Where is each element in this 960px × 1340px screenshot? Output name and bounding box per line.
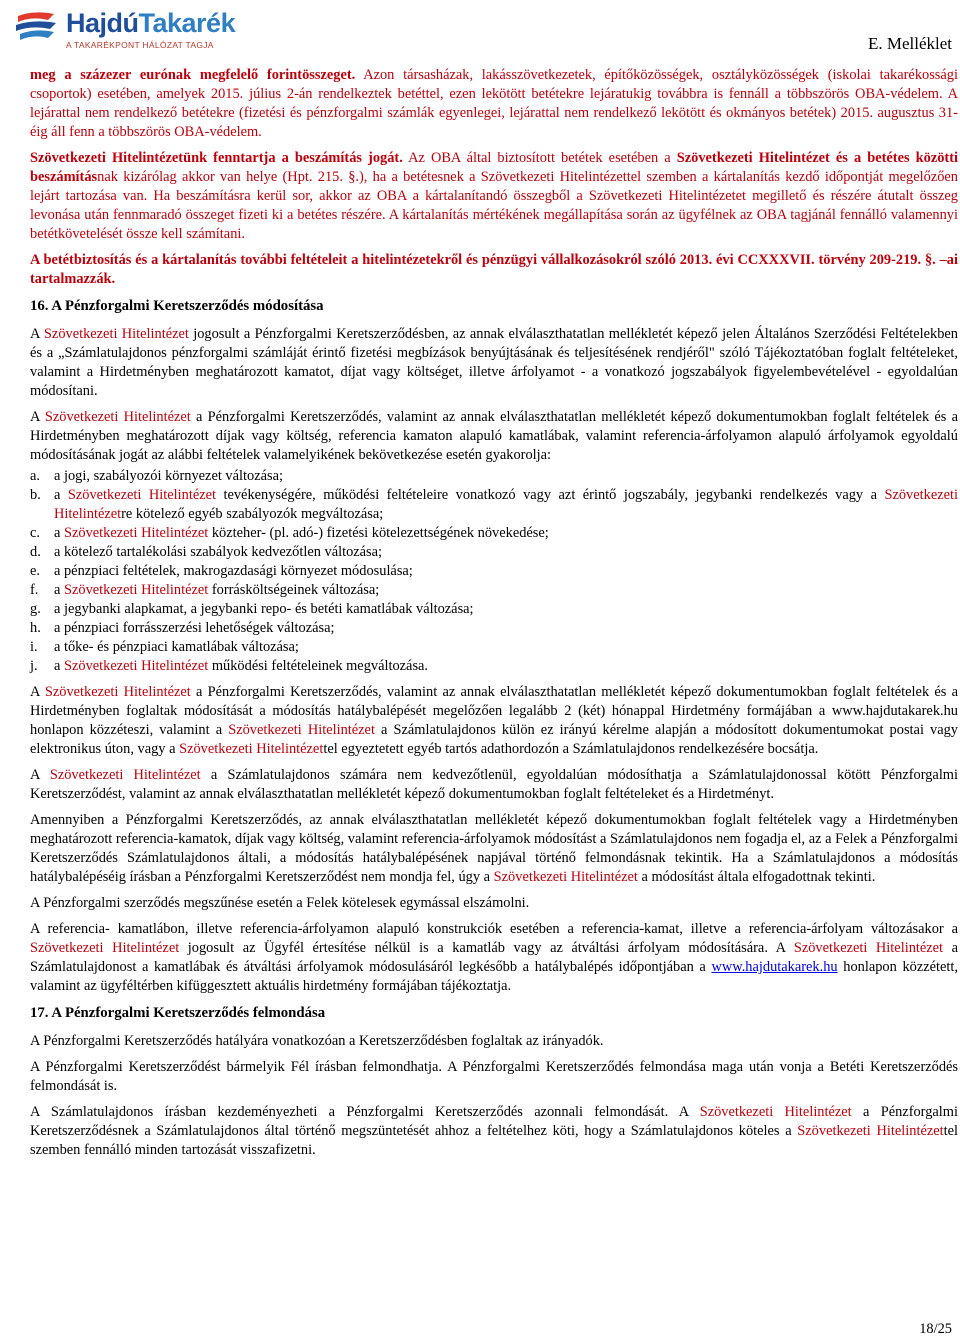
s16-paragraph-3: A Szövetkezeti Hitelintézet a Pénzforgalmi Keretszerződés, valamint az annak elválaszthatatlan mellékletét képező dokumentumokban foglalt feltételek és a Hirdetményben foglaltak módosítását a módosítás hatálybalépését megelőzően legalább 2 (két) hónappal Hirdetmény formájában a www.hajdutakarek.hu honlapon közzéteszi, valamint a Szövetkezeti Hitelintézet a Számlatulajdonos külön ez irányú kérelme alapján a módosított dokumentumokat postai vagy elektronikus úton, vagy a Szövetkezeti Hitelintézettel egyeztetett egyéb tartós adathordozón a Számlatulajdonos rendelkezésére bocsátja. [30, 684, 959, 757]
s16-paragraph-6: A Pénzforgalmi szerződés megszűnése esetén a Felek kötelesek egymással elszámolni. [30, 895, 530, 911]
s17-paragraph-3: A Számlatulajdonos írásban kezdeményezheti a Pénzforgalmi Keretszerződés azonnali felmondását. A Szövetkezeti Hitelintézet a Pénzforgalmi Keretszerződésnek a Számlatulajdonos által történő megszüntetését ahhoz a feltételhez köti, hogy a Számlatulajdonos köteles a Szövetkezeti Hitelintézettel szemben fennálló minden tartozását visszafizetni. [30, 1104, 958, 1158]
page-header [0, 0, 960, 66]
paragraph-oba-protection: meg a százezer eurónak megfelelő forintösszeget. Azon társasházak, lakásszövetkezetek, építőközösségek, osztályközösségek (iskolai takarékossági csoportok) esetében, amelyek 2015. július 2-án rendelkeztek betéttel, ezen lekötött betétekre lejáratukig továbbra is fennáll a többszörös OBA-védelem. A lejárattal nem rendelkező betétekre (fizetési és pénzforgalmi számlák egyenlegei, lejárattal nem rendelkező lekötött és okmányos betétek) 2015. augusztus 31-éig áll fenn a többszörös OBA-védelem. [30, 67, 958, 140]
section-16-title: 16. A Pénzforgalmi Keretszerződés módosítása [30, 298, 324, 314]
list-item: f. a Szövetkezeti Hitelintézet forrásköltségeinek változása; [30, 582, 380, 598]
paragraph-set-off: Szövetkezeti Hitelintézetünk fenntartja a beszámítás jogát. Az OBA által biztosított betétek esetében a Szövetkezeti Hitelintézet és a betétes közötti beszámításnak kizárólag akkor van helye (Hpt. 215. §.), ha a betétesnek a Szövetkezeti Hitelintézettel szemben a kártalanítás kezdő időpontját megelőzően lejárt tartozása van. Ha beszámításra kerül sor, akkor az OBA a kártalanítandó összegből a Szövetkezeti Hitelintézetet megillető és részére átutalt összeg levonása után fennmaradó összeget fizeti ki a betétes részére. A kártalanítás mértékének megállapítása során az ügyfélnek az OBA tagjánál fennálló valamennyi betétkövetelését össze kell számítani. [30, 150, 958, 242]
section-17-title: 17. A Pénzforgalmi Keretszerződés felmondása [30, 1005, 326, 1021]
s16-paragraph-1: A Szövetkezeti Hitelintézet jogosult a Pénzforgalmi Keretszerződésben, az annak elválaszthatatlan mellékletét képező jelen Általános Szerződési Feltételekben és a „Számlatulajdonos pénzforgalmi számláját érintő fizetési megbízások benyújtásának és teljesítésének rendjéről" szóló Tájékoztatóban foglalt feltételeket, valamint a Hirdetményben meghatározott kamatot, díjat vagy költséget, illetve árfolyamot - a vonatkozó jogszabályok figyelembevételével - egyoldalúan módosítani. [30, 326, 958, 399]
page-number: 18/25 [919, 1321, 952, 1337]
website-link[interactable]: www.hajdutakarek.hu [711, 959, 838, 975]
list-item: i. a tőke- és pénzpiaci kamatlábak változása; [30, 639, 299, 655]
s17-paragraph-2: A Pénzforgalmi Keretszerződést bármelyik Fél írásban felmondhatja. A Pénzforgalmi Keretszerződés felmondása maga után vonja a Betéti Keretszerződés felmondását is. [30, 1059, 958, 1094]
document-body [30, 66, 958, 1167]
list-item: g. a jegybanki alapkamat, a jegybanki repo- és betéti kamatlábak változása; [30, 601, 474, 617]
list-item: c. a Szövetkezeti Hitelintézet közteher- (pl. adó-) fizetési kötelezettségének növekedése; [30, 525, 549, 541]
logo-wordmark: HajdúTakarék [66, 8, 236, 38]
logo-mark-icon [14, 8, 60, 48]
list-item: a. a jogi, szabályozói környezet változása; [30, 468, 283, 484]
appendix-label: E. Melléklet [867, 34, 952, 53]
list-item: j. a Szövetkezeti Hitelintézet működési feltételeinek megváltozása. [30, 658, 429, 674]
s16-paragraph-2: A Szövetkezeti Hitelintézet a Pénzforgalmi Keretszerződés, valamint az annak elválaszthatatlan mellékletét képező dokumentumokban foglalt feltételek és a Hirdetményben meghatározott díjak vagy költség, referencia kamaton alapuló kamatlábak, valamint referencia-árfolyamon alapuló árfolyamok egyoldalú módosításának jogát az alábbi feltételek valamelyikének bekövetkezése esetén gyakorolja: [30, 409, 959, 463]
s16-paragraph-4: A Szövetkezeti Hitelintézet a Számlatulajdonos számára nem kedvezőtlenül, egyoldalúan módosíthatja a Számlatulajdonossal kötött Pénzforgalmi Keretszerződést, valamint az annak elválaszthatatlan mellékletét képező dokumentumokban foglalt feltételeket és a Hirdetményt. [30, 767, 959, 802]
list-item: h. a pénzpiaci forrásszerzési lehetőségek változása; [30, 620, 335, 636]
list-item: d. a kötelező tartalékolási szabályok kedvezőtlen változása; [30, 544, 383, 560]
logo-tagline: A TAKARÉKPONT HÁLÓZAT TAGJA [66, 40, 214, 50]
list-item: e. a pénzpiaci feltételek, makrogazdasági környezet módosulása; [30, 563, 413, 579]
conditions-list [30, 467, 958, 676]
s17-paragraph-1: A Pénzforgalmi Keretszerződés hatályára vonatkozóan a Keretszerződésben foglaltak az irányadók. [30, 1033, 604, 1049]
s16-paragraph-7: A referencia- kamatlábon, illetve referencia-árfolyamon alapuló konstrukciók esetében a referencia-kamat, illetve a referencia-árfolyam változásakor a Szövetkezeti Hitelintézet jogosult az Ügyfél értesítése nélkül is a kamatláb vagy az átváltási árfolyam módosítására. A Szövetkezeti Hitelintézet a Számlatulajdonost a kamatlábak és átváltási árfolyamok módosulásáról legkésőbb a hatálybalépés időpontjában a www.hajdutakarek.hu honlapon közzétett, valamint az ügyféltérben kifüggesztett aktuális hirdetmény formájában tájékoztatja. [30, 921, 958, 994]
list-item: b. a Szövetkezeti Hitelintézet tevékenységére, működési feltételeire vonatkozó vagy azt érintő jogszabály, jegybanki rendelkezés vagy a Szövetkezeti Hitelintézetre kötelező egyéb szabályozók megváltozása; [30, 487, 958, 522]
paragraph-deposit-insurance-law: A betétbiztosítás és a kártalanítás további feltételeit a hitelintézetekről és pénzügyi vállalkozásokról szóló 2013. évi CCXXXVII. törvény 209-219. §. –ai tartalmazzák. [30, 252, 958, 287]
hajdu-takarek-logo [14, 6, 236, 52]
s16-paragraph-5: Amennyiben a Pénzforgalmi Keretszerződés, az annak elválaszthatatlan mellékletét képező dokumentumokban foglalt feltételek vagy a Hirdetményben meghatározott referencia-kamatok, díjak vagy költség, valamint referencia-árfolyamok módosítást a Számlatulajdonos nem fogadja el, az a Felek a Pénzforgalmi Keretszerződés Számlatulajdonos általi, a módosítás hatálybalépésének napjával történő felmondásnak tekintik. Ha a Számlatulajdonos a módosítás hatálybalépéséig írásban a Pénzforgalmi Keretszerződést nem mondja fel, úgy a Szövetkezeti Hitelintézet a módosítást általa elfogadottnak tekinti. [30, 812, 958, 885]
